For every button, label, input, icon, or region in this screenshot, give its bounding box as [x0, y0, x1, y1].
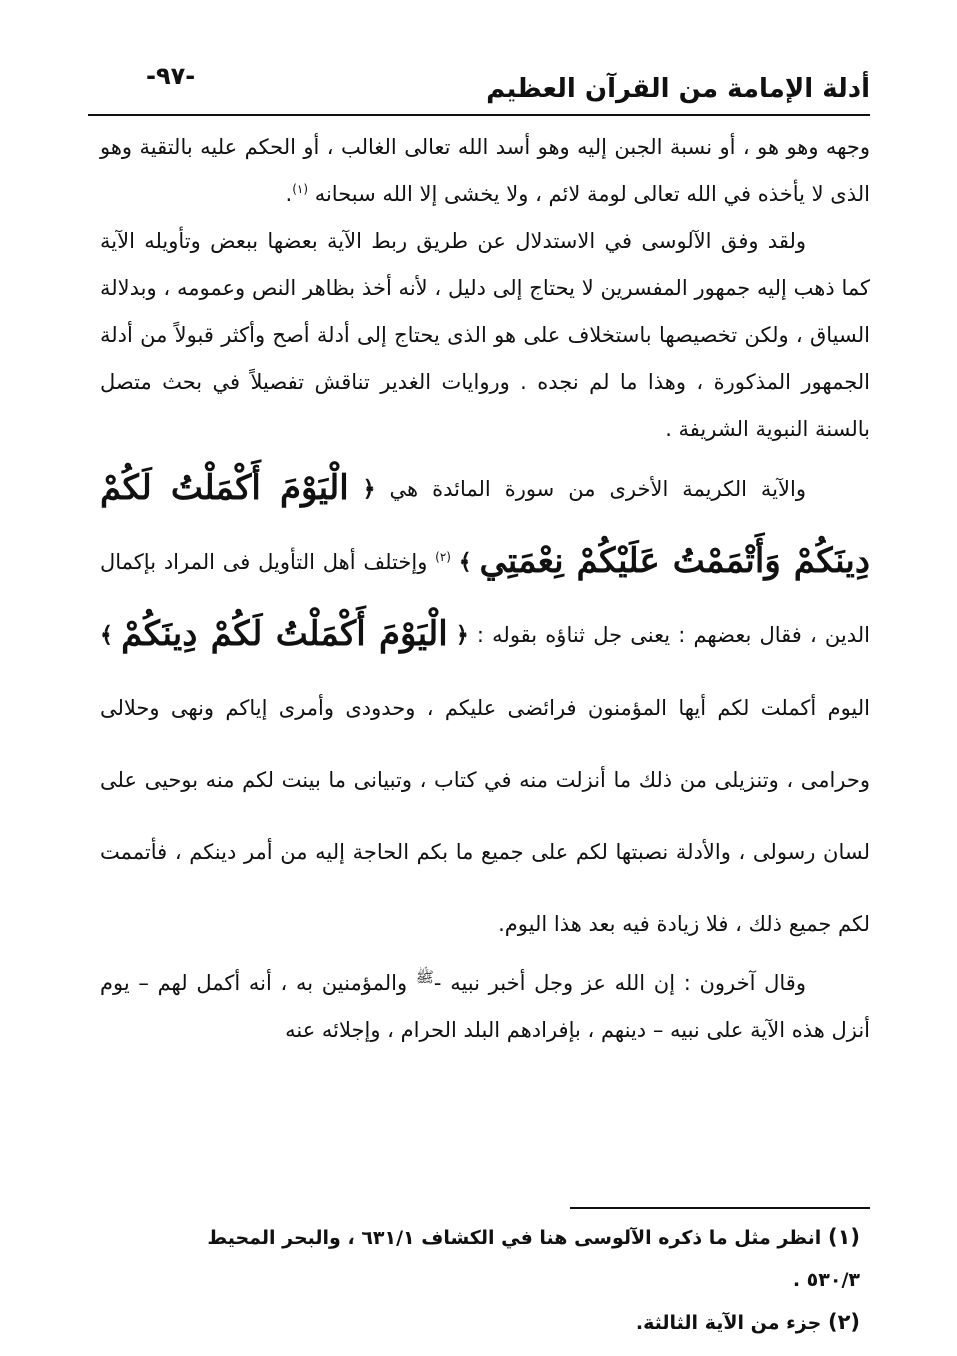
- paragraph-1: [100, 124, 870, 218]
- quran-close-bracket: ﴾: [458, 550, 472, 575]
- paragraph-2: [100, 218, 870, 453]
- footnote-ref-2: (٢): [435, 550, 451, 564]
- page-number: -٩٧-: [146, 62, 196, 90]
- footnote-ref-1: (١): [292, 182, 309, 196]
- running-title: أدلة الإمامة من القرآن العظيم: [486, 74, 870, 104]
- quran-close-bracket-2: ﴾: [100, 623, 113, 648]
- quran-verse-2: الْيَوْمَ أَكْمَلْتُ لَكُمْ دِينَكُمْ: [121, 614, 448, 654]
- quran-open-bracket: ﴿: [362, 477, 376, 502]
- footnote-2-text: جزء من الآية الثالثة.: [635, 1312, 822, 1334]
- quran-verse-1: الْيَوْمَ أَكْمَلْتُ لَكُمْ دِينَكُمْ وَأَتْمَمْتُ عَلَيْكُمْ نِعْمَتِي: [100, 468, 870, 581]
- paragraph-4: [100, 960, 870, 1054]
- header-rule: [88, 114, 870, 116]
- page-header: [88, 62, 870, 116]
- footnotes: [150, 1216, 860, 1344]
- quran-open-bracket-2: ﴿: [455, 623, 469, 648]
- footnote-1-text: انظر مثل ما ذكره الآلوسى هنا في الكشاف ٦٣١/١ ، والبحر المحيط ٥٣٠/٣ .: [207, 1227, 860, 1291]
- paragraph-3: [100, 453, 870, 960]
- paragraph-1-text: وجهه وهو هو ، أو نسبة الجبن إليه وهو أسد الله تعالى الغالب ، أو الحكم عليه بالتقية وهو الذى لا يأخذه في الله تعالى لومة لائم ، ولا يخشى إلا الله سبحانه: [100, 135, 870, 206]
- footnote-rule: [570, 1207, 870, 1209]
- footnote-1: [150, 1216, 860, 1301]
- paragraph-3-end: اليوم أكملت لكم أيها المؤمنون فرائضى عليكم ، وحدودى وأمرى إياكم ونهى وحلالى وحرامى ، وتنزيلى من ذلك ما أنزلت منه في كتاب ، وتبيانى ما بينت لكم منه بوحيى على لسان رسولى ، والأدلة نصبتها لكم على جميع ما بكم الحاجة إليه من أمر دينكم ، فأتممت لكم جميع ذلك ، فلا زيادة فيه بعد هذا اليوم.: [100, 696, 870, 936]
- footnote-2: [150, 1301, 860, 1344]
- footnote-1-number: (١): [827, 1225, 860, 1249]
- paragraph-4-start: وقال آخرون : إن الله عز وجل أخبر نبيه -: [433, 971, 806, 995]
- paragraph-2-text: ولقد وفق الآلوسى في الاستدلال عن طريق ربط الآية بعضها ببعض وتأويله الآية كما ذهب إليه جمهور المفسرين لا يحتاج إلى دليل ، لأنه أخذ بظاهر النص وعمومه ، وبدلالة السياق ، ولكن تخصيصها باستخلاف على هو الذى يحتاج إلى أدلة أصح وأكثر قبولاً من أدلة الجمهور المذكورة ، وهذا ما لم نجده . وروايات الغدير تناقش تفصيلاً في بحث متصل بالسنة النبوية الشريفة .: [100, 229, 870, 441]
- paragraph-3-mid: وإختلف أهل التأويل فى المراد بإكمال الدين ، فقال بعضهم : يعنى جل ثناؤه بقوله :: [100, 550, 870, 647]
- paragraph-3-intro: والآية الكريمة الأخرى من سورة المائدة هي: [389, 477, 806, 501]
- footnote-2-number: (٢): [827, 1310, 860, 1334]
- paragraph-1-end: .: [285, 182, 293, 206]
- paragraph-4-end: والمؤمنين به ، أنه أكمل لهم – يوم أنزل هذه الآية على نبيه – دينهم ، بإفرادهم البلد الحرام ، وإجلائه عنه: [100, 971, 870, 1042]
- body-text: [100, 124, 870, 1054]
- honorific-symbol: ﷺ: [415, 968, 434, 986]
